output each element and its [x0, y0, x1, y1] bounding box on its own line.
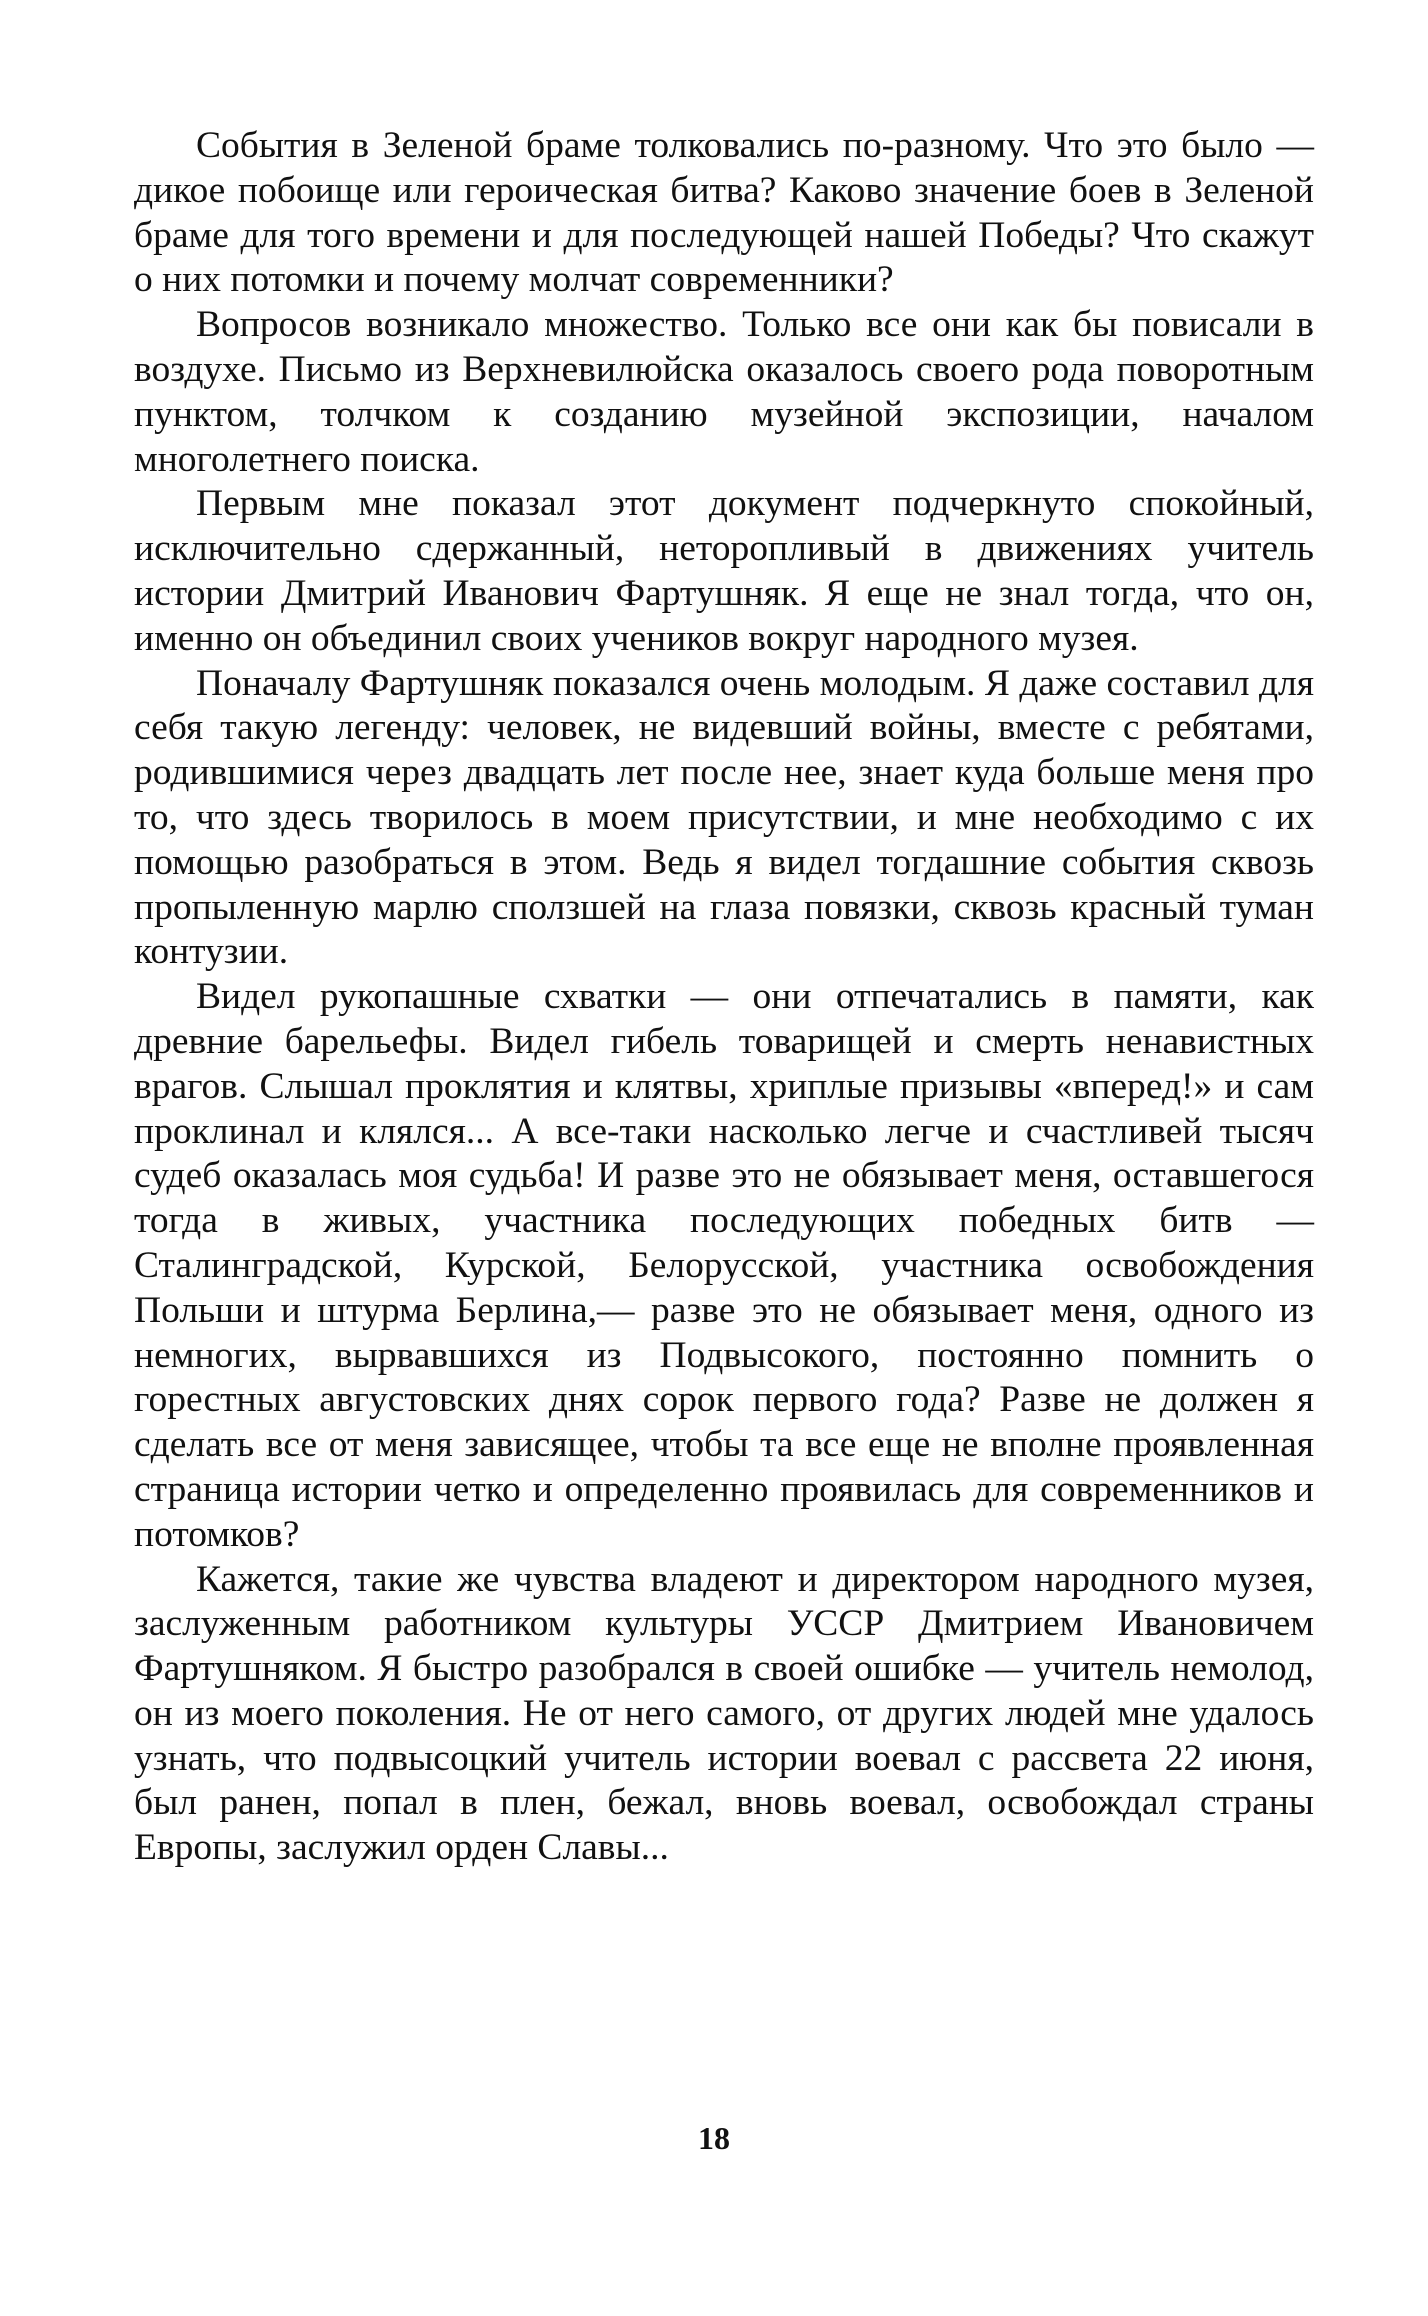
page-text-body — [134, 124, 1314, 1871]
paragraph-1: События в Зеленой браме толковались по-разному. Что это было — дикое побоище или героическая битва? Каково значение боев в Зеленой браме для того времени и для последующей нашей Победы? Что скажут о них потомки и почему молчат современники? — [134, 125, 1314, 301]
paragraph-2: Вопросов возникало множество. Только все они как бы повисали в воздухе. Письмо из Верхневилюйска оказалось своего рода поворотным пунктом, толчком к созданию музейной экспозиции, началом многолетнего поиска. — [134, 304, 1314, 480]
paragraph-3: Первым мне показал этот документ подчеркнуто спокойный, исключительно сдержанный, неторопливый в движениях учитель истории Дмитрий Иванович Фартушняк. Я еще не знал тогда, что он, именно он объединил своих учеников вокруг народного музея. — [134, 483, 1314, 659]
paragraph-4: Поначалу Фартушняк показался очень молодым. Я даже составил для себя такую легенду: человек, не видевший войны, вместе с ребятами, родившимися через двадцать лет после нее, знает куда больше меня про то, что здесь творилось в моем присутствии, и мне необходимо с их помощью разобраться в этом. Ведь я видел тогдашние события сквозь пропыленную марлю сползшей на глаза повязки, сквозь красный туман контузии. — [134, 662, 1314, 973]
page-number: 18 — [698, 2120, 730, 2156]
paragraph-6: Кажется, такие же чувства владеют и директором народного музея, заслуженным работником культуры УССР Дмитрием Ивановичем Фартушняком. Я быстро разобрался в своей ошибке — учитель немолод, он из моего поколения. Не от него самого, от других людей мне удалось узнать, что подвысоцкий учитель истории воевал с рассвета 22 июня, был ранен, попал в плен, бежал, вновь воевал, освобождал страны Европы, заслужил орден Славы... — [134, 1558, 1314, 1869]
paragraph-5: Видел рукопашные схватки — они отпечатались в памяти, как древние барельефы. Видел гибель товарищей и смерть ненавистных врагов. Слышал проклятия и клятвы, хриплые призывы «вперед!» и сам проклинал и клялся... А все-таки насколько легче и счастливей тысяч судеб оказалась моя судьба! И разве это не обязывает меня, оставшегося тогда в живых, участника последующих победных битв — Сталинградской, Курской, Белорусской, участника освобождения Польши и штурма Берлина,— разве это не обязывает меня, одного из немногих, вырвавшихся из Подвысокого, постоянно помнить о горестных августовских днях сорок первого года? Разве не должен я сделать все от меня зависящее, чтобы та все еще не вполне проявленная страница истории четко и определенно проявилась для современников и потомков? — [134, 976, 1314, 1555]
